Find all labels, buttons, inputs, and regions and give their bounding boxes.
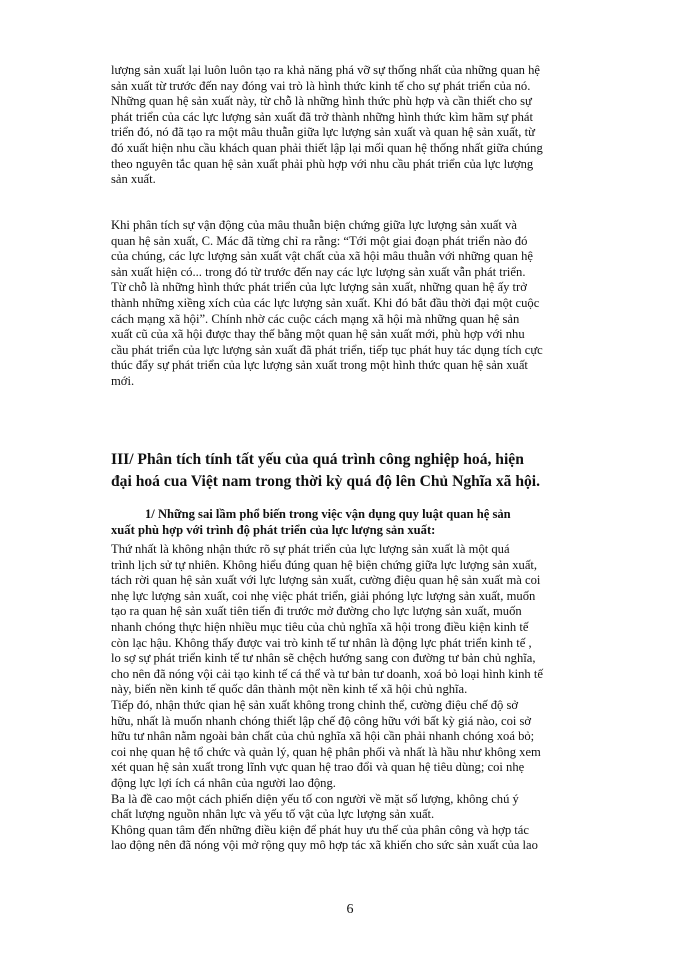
page-number: 6 — [346, 902, 354, 917]
text-line: đó xuất hiện nhu cầu khách quan phải thiết lập lại mối quan hệ thống nhất giữa chúng — [111, 140, 543, 155]
text-line: Những quan hệ sản xuất này, từ chỗ là những hình thức phù hợp và cần thiết cho sự — [111, 94, 532, 109]
heading-line: đại hoá cua Việt nam trong thời kỳ quá độ lên Chủ Nghĩa xã hội. — [111, 473, 541, 490]
text-line: sản xuất. — [111, 172, 156, 187]
sub-heading — [111, 506, 631, 538]
text-line: hữu, nhất là muốn nhanh chóng thiết lập chế độ công hữu với bất kỳ giá nào, coi sở — [111, 713, 532, 728]
text-line: tạo ra quan hệ sản xuất tiên tiến đi trước mở đường cho lực lượng sản xuất, muốn — [111, 604, 522, 619]
text-line: cách mạng xã hội”. Chính nhờ các cuộc cách mạng xã hội mà những quan hệ sản — [111, 311, 520, 326]
text-line: hữu tư nhân nằm ngoài bản chất của chủ nghĩa xã hội cần phải nhanh chóng xoá bỏ; — [111, 729, 535, 744]
text-line: thúc đẩy sự phát triển của lực lượng sản xuất trong một hình thức quan hệ sản xuất — [111, 358, 528, 373]
text-line: cho nên đã nóng vội cải tạo kinh tế cá thể và tư bản tư doanh, xoá bỏ loại hình kinh tế — [111, 666, 543, 681]
subheading-line: 1/ Những sai lầm phổ biến trong việc vận dụng quy luật quan hệ sản — [145, 507, 511, 521]
text-line: Từ chỗ là những hình thức phát triển của lực lượng sản xuất, những quan hệ ấy trở — [111, 280, 527, 295]
paragraph-2 — [111, 218, 631, 390]
text-line: Không quan tâm đến những điều kiện để phát huy ưu thế của phân công và hợp tác — [111, 822, 529, 837]
text-line: Thứ nhất là không nhận thức rõ sự phát triển của lực lượng sản xuất là một quá — [111, 542, 510, 556]
text-line: chất lượng nguồn nhân lực và yếu tố vật của lực lượng sản xuất. — [111, 807, 435, 822]
text-line: theo nguyên tắc quan hệ sản xuất phải phù hợp với nhu cầu phát triển của lực lượng — [111, 156, 534, 171]
text-line: sản xuất hiện có... trong đó từ trước đến nay các lực lượng sản xuất vẫn phát triển. — [111, 264, 526, 279]
text-line: mới. — [111, 373, 135, 388]
text-line: lao động nên đã nóng vội mở rộng quy mô hợp tác xã khiến cho sức sản xuất của lao — [111, 838, 538, 853]
text-line: còn lạc hậu. Không thấy được vai trò kinh tế tư nhân là động lực phát triển kinh tế , — [111, 635, 532, 650]
text-line: sản xuất từ trước đến nay đóng vai trò là hình thức kinh tế cho sự phát triển của nó. — [111, 78, 531, 93]
text-line: thành những xiềng xích của các lực lượng sản xuất. Khi đó bắt đầu thời đại một cuộc — [111, 295, 540, 310]
text-line: Tiếp đó, nhận thức qian hệ sản xuất không trong chỉnh thể, cường điệu chế độ sở — [111, 697, 519, 712]
text-line: phát triển của các lực lượng sản xuất đã trở thành những hình thức kìm hãm sự phát — [111, 109, 534, 124]
text-line: nhẹ lực lượng sản xuất, coi nhẹ việc phát triển, giải phóng lực lượng sản xuất, muốn — [111, 588, 536, 603]
text-line: trình lịch sử tự nhiên. Không hiểu đúng quan hệ biện chứng giữa lực lượng sản xuất, — [111, 557, 538, 572]
text-line: của chúng, các lực lượng sản xuất vật chất của xã hội mâu thuẫn với những quan hệ — [111, 249, 533, 264]
section-heading — [111, 449, 651, 493]
text-line: Ba là đề cao một cách phiến diện yếu tố con người về mặt số lượng, không chú ý — [111, 791, 519, 806]
text-line: lo sợ sự phát triển kinh tế tư nhân sẽ chệch hướng sang con đường tư bản chủ nghĩa, — [111, 651, 536, 666]
text-line: xuất cũ của xã hội được thay thế bằng một quan hệ sản xuất mới, phù hợp với nhu — [111, 327, 525, 342]
heading-line: III/ Phân tích tính tất yếu của quá trình công nghiệp hoá, hiện — [111, 451, 524, 468]
body-text — [111, 542, 631, 854]
text-line: nhanh chóng thực hiện nhiều mục tiêu của chủ nghĩa xã hội trong điều kiện kinh tế — [111, 619, 529, 634]
subheading-line: xuất phù hợp với trình độ phát triển của lực lượng sản xuất: — [111, 523, 436, 537]
text-line: xét quan hệ sản xuất trong lĩnh vực quan hệ trao đổi và quan hệ tiêu dùng; coi nhẹ — [111, 760, 525, 775]
text-line: quan hệ sản xuất, C. Mác đã từng chỉ ra rằng: “Tới một giai đoạn phát triển nào đó — [111, 233, 528, 248]
text-line: lượng sản xuất lại luôn luôn tạo ra khả năng phá vỡ sự thống nhất của những quan hệ — [111, 63, 541, 77]
text-line: cầu phát triển của lực lượng sản xuất đã phát triển, tiếp tục phát huy tác dụng tích cực — [111, 342, 543, 357]
text-line: coi nhẹ quan hệ tổ chức và quản lý, quan hệ phân phối và nhất là hầu như không xem — [111, 744, 541, 759]
text-line: triển đó, nó đã tạo ra một mâu thuẫn giữa lực lượng sản xuất và quan hệ sản xuất, từ — [111, 125, 535, 140]
text-line: Khi phân tích sự vận động của mâu thuẫn biện chứng giữa lực lượng sản xuất và — [111, 218, 517, 232]
text-line: này, biến nền kinh tế quốc dân thành một nền kinh tế xã hội chủ nghĩa. — [111, 682, 468, 697]
text-line: tách rời quan hệ sản xuất với lực lượng sản xuất, cường điệu quan hệ sản xuất mà coi — [111, 573, 541, 588]
text-line: động lực lợi ích cá nhân của người lao động. — [111, 775, 336, 790]
paragraph-1 — [111, 63, 631, 188]
